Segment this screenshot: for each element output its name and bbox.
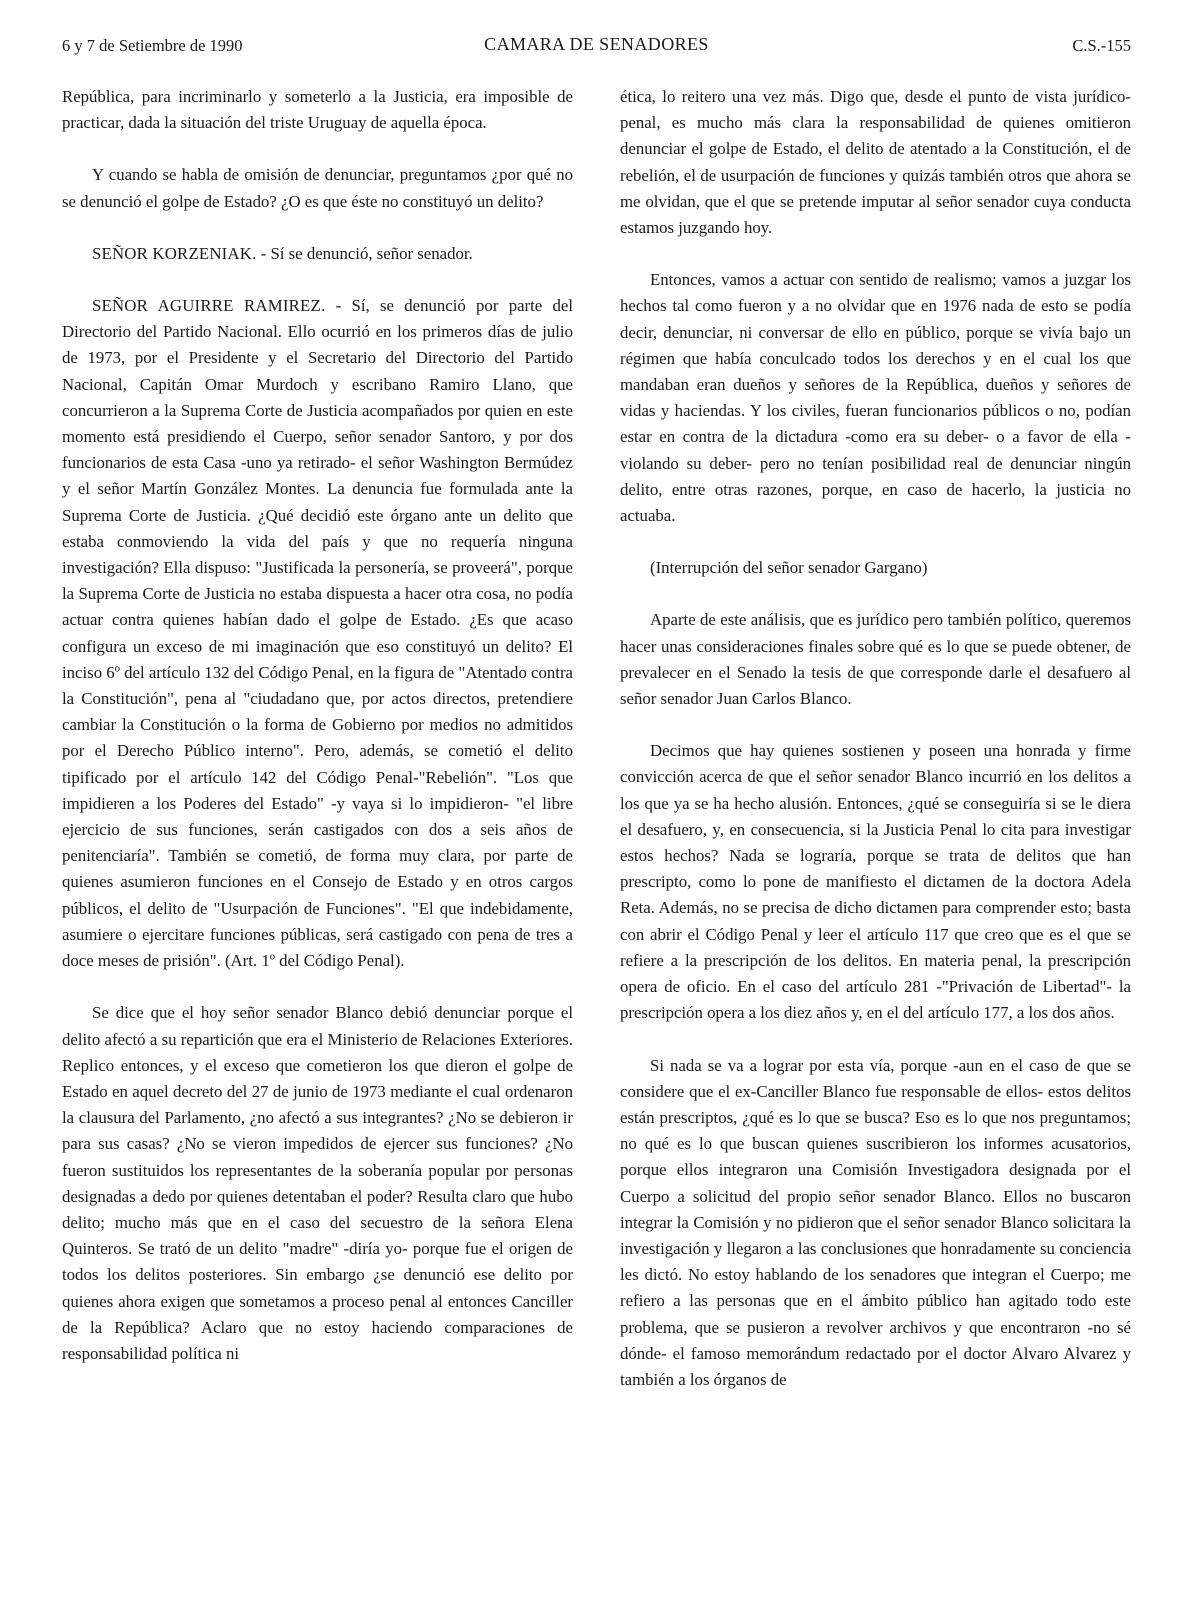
text-columns xyxy=(62,84,1131,1419)
paragraph: ética, lo reitero una vez más. Digo que, desde el punto de vista jurídico-penal, es mucho más clara la responsabilidad de quienes omitieron denunciar el golpe de Estado, el delito de atentado a la Constitución, el de rebelión, el de usurpación de funciones y quizás también otros que ahora se me olvidan, que el que se pretende imputar al señor senador cuya conducta estamos juzgando hoy. xyxy=(620,87,1131,238)
paragraph: Si nada se va a lograr por esta vía, porque -aun en el caso de que se considere que el ex-Canciller Blanco fue responsable de ellos- estos delitos están prescriptos, ¿qué es lo que se busca? Eso es lo que nos preguntamos; no qué es lo que buscan quienes suscribieron los informes acusatorios, porque ellos integraron una Comisión Investigadora designada por el Cuerpo a solicitud del propio señor senador Blanco. Ellos no buscaron integrar la Comisión y no pidieron que el señor senador Blanco solicitara la investigación y llegaron a las conclusiones que honradamente su conciencia les dictó. No estoy hablando de los senadores que integran el Cuerpo; me refiero a las personas que en el ámbito público han agitado todo este problema, que se pusieron a revolver archivos y que encontraron -no sé dónde- el famoso memorándum redactado por el doctor Alvaro Alvarez y también a los órganos de xyxy=(620,1055,1131,1389)
speaker-name: SEÑOR AGUIRRE RAMIREZ. xyxy=(92,296,326,316)
interruption-note: (Interrupción del señor senador Gargano) xyxy=(650,558,928,578)
left-column xyxy=(62,84,573,1419)
paragraph: Y cuando se habla de omisión de denunciar, preguntamos ¿por qué no se denunció el golpe de Estado? ¿O es que éste no constituyó un delito? xyxy=(62,165,573,211)
paragraph: Se dice que el hoy señor senador Blanco debió denunciar porque el delito afectó a su repartición que era el Ministerio de Relaciones Exteriores. Replico entonces, y el exceso que cometieron los que dieron el golpe de Estado en aquel decreto del 27 de junio de 1973 mediante el cual ordenaron la clausura del Parlamento, ¿no afectó a sus integrantes? ¿No se debieron ir para sus casas? ¿No se vieron impedidos de ejercer sus funciones? ¿No fueron sustituidos los representantes de la soberanía popular por personas designadas a dedo por quienes detentaban el poder? Resulta claro que hubo delito; mucho más que en el caso del secuestro de la señora Elena Quinteros. Se trató de un delito "madre" -diría yo- porque fue el origen de todos los delitos posteriores. Sin embargo ¿se denunció ese delito por quienes ahora exigen que sometamos a proceso penal al entonces Canciller de la República? Aclaro que no estoy haciendo comparaciones de responsabilidad política ni xyxy=(62,1003,573,1363)
speech-paragraph xyxy=(62,293,573,974)
speaker-name: SEÑOR KORZENIAK. xyxy=(92,243,257,263)
right-column xyxy=(620,84,1131,1419)
paragraph: Aparte de este análisis, que es jurídico pero también político, queremos hacer unas consideraciones finales sobre qué es lo que se puede obtener, de prevalecer en el Senado la tesis de que corresponde darle el desafuero al señor senador Juan Carlos Blanco. xyxy=(620,610,1131,709)
header-date: 6 y 7 de Setiembre de 1990 xyxy=(62,36,243,55)
paragraph: Entonces, vamos a actuar con sentido de realismo; vamos a juzgar los hechos tal como fueron y a no olvidar que en 1976 nada de esto se podía decir, denunciar, ni conversar de ello en público, porque se vivía bajo un régimen que había conculcado todos los derechos y en el cual los que mandaban eran dueños y señores de la República, dueños y señores de vidas y haciendas. Y los civiles, fueran funcionarios públicos o no, podían estar en contra de la dictadura -como era su deber- o a favor de ella -violando su deber- pero no tenían posibilidad real de denunciar ningún delito, entre otras razones, porque, en caso de hacerlo, la justicia no actuaba. xyxy=(620,270,1131,526)
speech-paragraph xyxy=(62,241,573,267)
paragraph: República, para incriminarlo y someterlo a la Justicia, era imposible de practicar, dada la situación del triste Uruguay de aquella época. xyxy=(62,87,573,133)
page-header xyxy=(62,32,1131,60)
speech-text: - Sí, se denunció por parte del Directorio del Partido Nacional. Ello ocurrió en los primeros días de julio de 1973, por el Presidente y el Secretario del Directorio del Partido Nacional, Capitán Omar Murdoch y escribano Ramiro Llano, que concurrieron a la Suprema Corte de Justicia acompañados por quien en este momento está presidiendo el Cuerpo, señor senador Santoro, y por dos funcionarios de esta Casa -uno ya retirado- el señor Washington Bermúdez y el señor Martín González Montes. La denuncia fue formulada ante la Suprema Corte de Justicia. ¿Qué decidió este órgano ante un delito que estaba conmoviendo la vida del país y que no requería ninguna investigación? Ella dispuso: "Justificada la personería, se proveerá", porque la Suprema Corte de Justicia no estaba dispuesta a hacer otra cosa, no podía actuar contra quienes habían dado el golpe de Estado. ¿Es que acaso configura un exceso de mi imaginación que eso constituyó un delito? El inciso 6º del artículo 132 del Código Penal, en la figura de "Atentado contra la Constitución", pena al "ciudadano que, por actos directos, pretendiere cambiar la Constitución o la forma de Gobierno por medios no admitidos por el Derecho Público interno". Pero, además, se cometió el delito tipificado por el artículo 142 del Código Penal-"Rebelión". "Los que impidieren a los Poderes del Estado" -y vaya si lo impidieron- "el libre ejercicio de sus funciones, serán castigados con dos a seis años de penitenciaría". También se cometió, de forma muy clara, por parte de quienes asumieron funciones en el Consejo de Estado y en otros cargos públicos, el delito de "Usurpación de Funciones". "El que indebidamente, asumiere o ejercitare funciones públicas, será castigado con pena de tres a doce meses de prisión". (Art. 1º del Código Penal). xyxy=(62,296,574,971)
speech-text: - Sí se denunció, señor senador. xyxy=(256,243,473,263)
header-title: CAMARA DE SENADORES xyxy=(484,34,709,54)
header-page-ref: C.S.-155 xyxy=(1072,36,1131,55)
paragraph: Decimos que hay quienes sostienen y poseen una honrada y firme convicción acerca de que el señor senador Blanco incurrió en los delitos a los que ya se ha hecho alusión. Entonces, ¿qué se conseguiría si se le diera el desafuero, y, en consecuencia, si la Justicia Penal lo cita para investigar estos hechos? Nada se lograría, porque se trata de delitos que han prescripto, como lo pone de manifiesto el dictamen de la doctora Adela Reta. Además, no se precisa de dicho dictamen para comprender esto; basta con abrir el Código Penal y leer el artículo 117 que creo que es el que se refiere a la prescripción de los delitos. En materia penal, la prescripción opera de oficio. En el caso del artículo 281 -"Privación de Libertad"- la prescripción opera a los diez años y, en el del artículo 177, a los dos años. xyxy=(620,741,1131,1023)
